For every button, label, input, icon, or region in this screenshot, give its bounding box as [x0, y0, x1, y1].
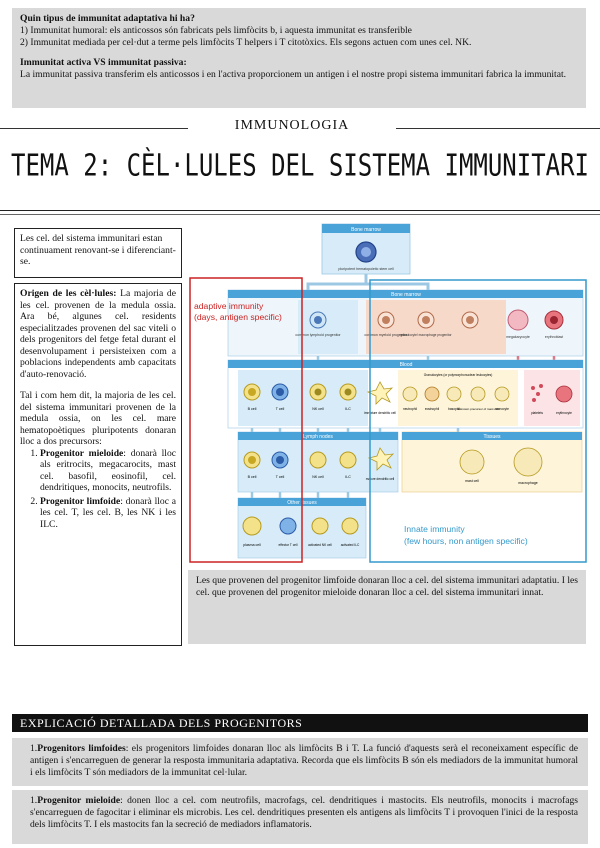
precursor-lymphoid [40, 496, 176, 531]
t-cell-blood-nucleus [276, 388, 284, 396]
tissues-panel [402, 432, 582, 492]
neutrophil-label: neutrophil [403, 407, 417, 411]
erythrocyte-cell [556, 386, 572, 402]
precursor-myeloid [40, 448, 176, 494]
basophil-label: basophil [448, 407, 460, 411]
mature-dc-label: mature dendritic cell [365, 477, 395, 481]
b-cell-blood-label: B cell [247, 407, 257, 411]
plasma-cell-label: plasma cell [243, 543, 261, 547]
bone-marrow-top-label: Bone marrow [351, 227, 381, 233]
t-cell-blood-label: T cell [275, 407, 285, 411]
renewal-box [14, 228, 182, 278]
lymphoid-panel [298, 300, 358, 354]
page-title: TEMA 2: CÈL·LULES DEL SISTEMA IMMUNITARI [11, 148, 589, 183]
mast-precursor-label: unknown precursor of mast cell [457, 407, 499, 411]
activated-nk-cell [312, 518, 328, 534]
erythrocyte-label: erythrocyte [556, 411, 572, 415]
platelets-label: platelets [531, 411, 543, 415]
myeloid-explanation-text [30, 795, 578, 830]
b-cell-lymph-label: B cell [247, 475, 257, 479]
origin-paragraph [20, 288, 176, 380]
intro-item-1: 1) Immunitat humoral: els anticossos són fabricats pels limfòcits b, i aquesta immunitat es transferible [20, 25, 412, 36]
subject-rule-left [0, 128, 188, 129]
monocyte-cell [495, 387, 509, 401]
lymphoid-progenitor-nucleus [314, 316, 322, 324]
mast-cell [460, 450, 484, 474]
active-vs-passive-title: Immunitat activa VS immunitat passiva: [20, 57, 187, 68]
t-cell-lymph-nucleus [276, 456, 284, 464]
myeloid-progenitor-nucleus [382, 316, 390, 324]
title-rule-bottom [0, 214, 600, 215]
megakaryocyte-prog-nucleus [466, 316, 474, 324]
macrophage-cell [514, 448, 542, 476]
other-tissues-label: Other tissues [287, 500, 317, 506]
lymphoid-explanation-title: Progenitors limfoides [37, 743, 126, 754]
t-cell-lymph-label: T cell [275, 475, 285, 479]
nk-cell-blood-label: NK cell [312, 407, 324, 411]
basophil-cell [447, 387, 461, 401]
precursors-paragraph: Tal i com hem dit, la majoria de les cel. del sistema immunitari provenen de la medula ossia, on les cel. mare hematopoètiques pluripotents donaran lloc a dos precursors: [20, 390, 176, 447]
granulocytes-label: Granulocytes (or polymorphonuclear leukocytes) [423, 373, 493, 377]
nk-cell-lymph-label: NK cell [312, 475, 324, 479]
myeloid-explanation [12, 790, 588, 844]
granulocyte-progenitor-label: granulocyte/ macrophage progenitor [400, 333, 452, 337]
lymphoid-explanation-num: 1. [30, 743, 38, 754]
ilc-lymph [340, 452, 356, 468]
erythroblast-label: erythroblast [544, 335, 564, 339]
activated-ilc-label: activated ILC [340, 543, 360, 547]
ilc-blood-nucleus [345, 389, 352, 396]
ilc-blood-label: ILC [345, 407, 351, 411]
lymphoid-text: : donarà lloc a les cel. T, les cel. B, les NK i les ILC. [40, 495, 176, 530]
intro-item-2: 2) Immunitat mediada per cel·dut a terme pels limfòcits T helpers i T citotòxics. Els segons actuen com unes cel. NK. [20, 37, 472, 48]
platelets-bg [524, 370, 580, 426]
common-lymphoid-label: common lymphoid progenitor [295, 333, 341, 337]
ilc-lymph-label: ILC [345, 475, 351, 479]
myeloid-label: Progenitor mieloide [40, 447, 124, 459]
innate-immunity-title: Innate immunity [404, 524, 465, 534]
subject-label: IMMUNOLOGIA [234, 118, 350, 133]
blood-label: Blood [399, 362, 413, 368]
effector-t-cell [280, 518, 296, 534]
title-rule-top [0, 210, 600, 211]
lymphoid-explanation-text [30, 743, 578, 778]
stem-cell-label: pluripotent hematopoietic stem cell [338, 267, 394, 271]
granulocyte-progenitor-nucleus [422, 316, 430, 324]
origin-title: Origen de les cèl·lules: [20, 288, 117, 299]
common-myeloid-label: common myeloid progenitor [364, 333, 408, 337]
myeloid-text: : donarà lloc als eritrocits, megacarocits, mast cel. basofil, eosinofil, cel. dendritiques, monocits, neutrofils. [40, 447, 176, 493]
origin-text: La majoria de les cel. provenen de la medula ossia. Ara bé, algunes cel. residents especialitzades provenen del sac viteli o dels progenitors del fetge fetal durant el desenvolupament i persisteixen com a poblacions independents amb capacitats d'auto-renovació. [20, 288, 176, 380]
renewal-text: Les cel. del sistema immunitari estan continuament renovant-se i diferenciant-se. [20, 233, 176, 267]
lymph-nodes-label: Lymph nodes [303, 434, 333, 440]
activated-ilc-cell [342, 518, 358, 534]
myeloid-explanation-num: 1. [30, 795, 38, 806]
effector-t-label: effector T cell [278, 543, 298, 547]
activated-nk-label: activated NK cell [308, 543, 332, 547]
subject-rule-right [396, 128, 600, 129]
nk-cell-blood-nucleus [315, 389, 322, 396]
bone-marrow-2-label: Bone marrow [391, 292, 421, 298]
megakaryocyte-cell [508, 310, 528, 330]
origin-box [14, 283, 182, 646]
plasma-cell [243, 517, 261, 535]
active-vs-passive-text: La immunitat passiva transferim els anticossos i en l'activa proporcionem un antigen i el nostre propi sistema immunitari fabrica la immunitat. [20, 69, 567, 80]
intro-question-title: Quin tipus de immunitat adaptativa hi ha? [20, 13, 195, 24]
lymphoid-explanation [12, 738, 588, 786]
adaptive-immunity-title: adaptive immunity [194, 301, 264, 311]
megakaryocyte-label: megakaryocyte [506, 335, 530, 339]
myeloid-explanation-title: Progenitor mieloide [37, 795, 121, 806]
tissues-label: Tissues [483, 434, 501, 440]
eosinophil-cell [425, 387, 439, 401]
b-cell-blood-nucleus [248, 388, 256, 396]
innate-immunity-subtitle: (few hours, non antigen specific) [404, 536, 528, 546]
stem-cell-nucleus [361, 247, 371, 257]
mast-precursor-cell [471, 387, 485, 401]
mast-cell-label: mast cell [465, 479, 479, 483]
precursor-list [20, 448, 176, 531]
immature-dc-label: immature dendritic cell [364, 411, 396, 415]
intro-box [12, 8, 586, 108]
lymphoid-explanation-body: : els progenitors limfoides donaran lloc als limfòcits B i T. La funció d'aquests serà el reconeixament específic de antigen i s'encarreguen de generar la resposta immunitaria adaptativa. Recorda que els limfòcits B són els mediadors de la immunitat humoral i els limfòcits T són mediadors de la immunitat cel·lular. [30, 743, 578, 778]
subject-header [0, 118, 600, 136]
diagram-caption-text: Les que provenen del progenitor limfoide donaran lloc a cel. del sistema immunitari adaptatiu. I les cel. que provenen del progenitor mieloide donaran lloc a cel. del sistema immunitari innat. [196, 575, 578, 598]
nk-cell-lymph [310, 452, 326, 468]
adaptive-immunity-subtitle: (days, antigen specific) [194, 312, 282, 322]
erythroblast-nucleus [550, 316, 558, 324]
b-cell-lymph-nucleus [248, 456, 256, 464]
eosinophil-label: eosinophil [424, 407, 440, 411]
neutrophil-cell [403, 387, 417, 401]
hematopoiesis-diagram [188, 222, 588, 566]
myeloid-explanation-body: : donen lloc a cel. com neutrofils, macrofags, cel. dendritiques i mastocits. Els neutrofils, monocits i macrofags s'encarreguen de fagocitar i eliminar els microbis. Les cel. dendritiques presenten els antigens als limfòcits T i provoquen l'inici de la resposta dels limfòcits T. I els mastocits fan la secreció de mediadors inflamatoris. [30, 795, 578, 830]
lymphoid-label: Progenitor limfoide [40, 495, 121, 507]
monocyte-label: monocyte [495, 407, 509, 411]
macrophage-label: macrophage [518, 481, 538, 485]
section-title: EXPLICACIÓ DETALLADA DELS PROGENITORS [12, 714, 588, 732]
diagram-caption [188, 570, 586, 644]
